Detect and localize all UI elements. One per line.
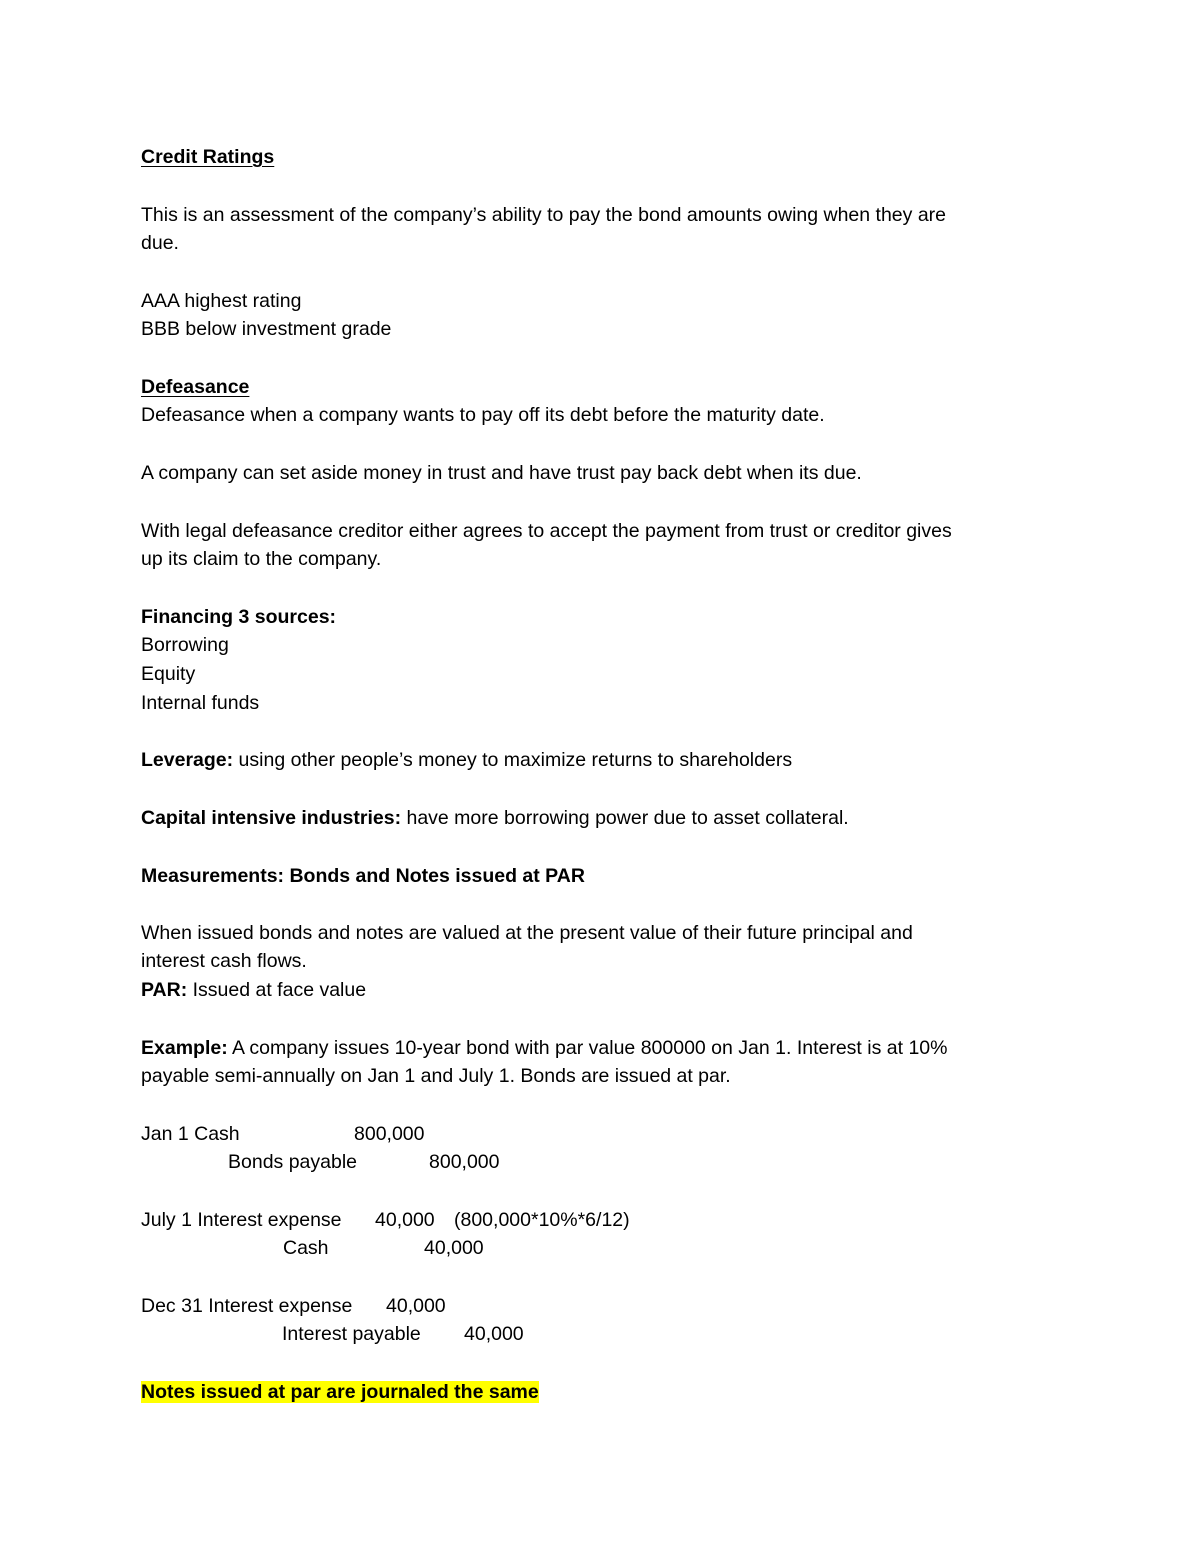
par-label: PAR:	[141, 979, 188, 1001]
credit-ratings-desc-line2: due.	[141, 232, 179, 254]
measurements-line2: interest cash flows.	[141, 950, 307, 972]
example-label: Example:	[141, 1037, 228, 1059]
defeasance-heading: Defeasance	[141, 376, 250, 398]
journal-dec31-debit-label: Dec 31 Interest expense	[141, 1295, 353, 1317]
journal-jan1-credit-amount: 800,000	[429, 1151, 500, 1173]
journal-jan1-debit-label: Jan 1 Cash	[141, 1123, 240, 1145]
example-line1	[141, 1034, 947, 1062]
capital-intensive-text: have more borrowing power due to asset collateral.	[401, 807, 849, 829]
journal-jan1-credit-label: Bonds payable	[228, 1151, 358, 1173]
leverage-line	[141, 746, 792, 774]
rating-aaa: AAA highest rating	[141, 290, 302, 312]
journal-jul1-debit-amount: 40,000	[375, 1209, 435, 1231]
financing-item-borrowing: Borrowing	[141, 634, 229, 656]
financing-heading: Financing 3 sources:	[141, 606, 337, 628]
journal-jul1-credit-label: Cash	[283, 1237, 329, 1259]
defeasance-line1: Defeasance when a company wants to pay off its debt before the maturity date.	[141, 404, 825, 426]
journal-jul1-debit-label: July 1 Interest expense	[141, 1209, 342, 1231]
par-definition	[141, 976, 366, 1004]
journal-jan1-debit-amount: 800,000	[354, 1123, 425, 1145]
example-text1: A company issues 10-year bond with par value 800000 on Jan 1. Interest is at 10%	[227, 1037, 948, 1059]
highlighted-note: Notes issued at par are journaled the same	[141, 1381, 539, 1403]
rating-bbb: BBB below investment grade	[141, 318, 392, 340]
highlighted-note-line	[141, 1378, 539, 1406]
journal-jul1-calc: (800,000*10%*6/12)	[454, 1209, 630, 1231]
defeasance-line2: A company can set aside money in trust and have trust pay back debt when its due.	[141, 462, 862, 484]
financing-item-internal-funds: Internal funds	[141, 692, 260, 714]
leverage-text: using other people’s money to maximize returns to shareholders	[233, 749, 793, 771]
journal-dec31-debit-amount: 40,000	[386, 1295, 446, 1317]
defeasance-line3b: up its claim to the company.	[141, 548, 382, 570]
journal-jul1-credit-amount: 40,000	[424, 1237, 484, 1259]
credit-ratings-heading: Credit Ratings	[141, 146, 275, 168]
credit-ratings-desc-line1: This is an assessment of the company’s ability to pay the bond amounts owing when they are	[141, 204, 947, 226]
journal-dec31-credit-amount: 40,000	[464, 1323, 524, 1345]
financing-item-equity: Equity	[141, 663, 196, 685]
measurements-line1: When issued bonds and notes are valued at the present value of their future principal and	[141, 922, 913, 944]
measurements-heading: Measurements: Bonds and Notes issued at PAR	[141, 865, 585, 887]
capital-intensive-line	[141, 804, 849, 832]
par-text: Issued at face value	[187, 979, 367, 1001]
defeasance-line3a: With legal defeasance creditor either agrees to accept the payment from trust or creditor gives	[141, 520, 952, 542]
leverage-label: Leverage:	[141, 749, 234, 771]
journal-dec31-credit-label: Interest payable	[282, 1323, 421, 1345]
capital-intensive-label: Capital intensive industries:	[141, 807, 402, 829]
example-line2: payable semi-annually on Jan 1 and July 1. Bonds are issued at par.	[141, 1065, 731, 1087]
